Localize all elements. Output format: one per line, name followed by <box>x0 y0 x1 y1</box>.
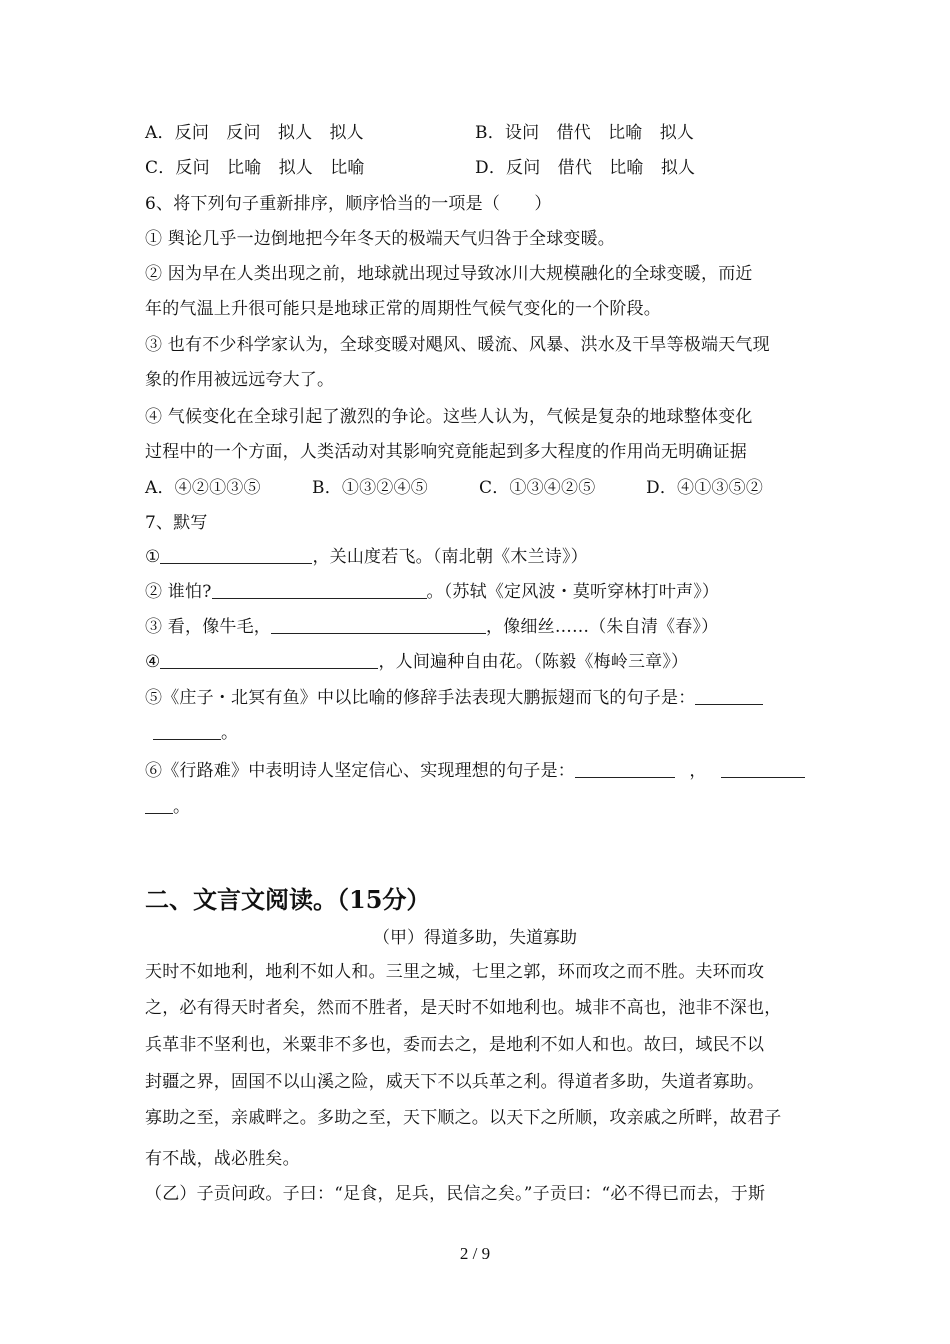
q6-sentence-2-line-1: ② 因为早在人类出现之前，地球就出现过导致冰川大规模融化的全球变暖，而近 <box>145 264 753 284</box>
q6-option-c: C．①③④②⑤ <box>479 478 596 498</box>
passage-line-5: 寡助之至，亲戚畔之。多助之至，天下顺之。以天下之所顺，攻亲戚之所畔，故君子 <box>145 1108 782 1128</box>
q7-item-1-blank[interactable] <box>160 547 312 564</box>
q6-options <box>145 477 810 499</box>
q7-item-6-blank-3[interactable] <box>145 797 173 814</box>
q7-item-1-number: ① <box>145 547 161 567</box>
page-number: 2 / 9 <box>459 1244 491 1263</box>
q6-sentence-4-line-2: 过程中的一个方面，人类活动对其影响究竟能起到多大程度的作用尚无明确证据 <box>145 442 747 462</box>
q6-option-b: B．①③②④⑤ <box>312 478 428 498</box>
q6-option-d: D．④①③⑤② <box>646 478 764 498</box>
q7-item-5-end: 。 <box>221 723 239 743</box>
passage-line-2: 之，必有得天时者矣，然而不胜者，是天时不如地利也。城非不高也，池非不深也， <box>145 998 782 1018</box>
q5-option-a: A．反问 反问 拟人 拟人 <box>145 123 364 143</box>
q7-item-4-text: ，人间遍种自由花。（陈毅《梅岭三章》） <box>378 652 689 672</box>
q6-sentence-2-line-2: 年的气温上升很可能只是地球正常的周期性气候气变化的一个阶段。 <box>145 299 661 319</box>
passage-line-7: （乙）子贡问政。子曰：“足食，足兵，民信之矣。”子贡曰：“必不得已而去，于斯 <box>145 1184 766 1204</box>
section-heading: 二、文言文阅读。（15分） <box>145 885 431 914</box>
q7-item-2 <box>145 581 810 603</box>
q6-sentence-1: ① 舆论几乎一边倒地把今年冬天的极端天气归咎于全球变暖。 <box>145 229 616 249</box>
q7-item-3 <box>145 616 810 638</box>
q7-item-3-blank[interactable] <box>271 617 486 634</box>
passage-line-6: 有不战，战必胜矣。 <box>145 1149 300 1169</box>
q7-prompt: 7、默写 <box>145 513 208 533</box>
q7-item-2-blank[interactable] <box>212 582 427 599</box>
q7-item-6-blank-1[interactable] <box>575 761 675 778</box>
q7-item-4-blank[interactable] <box>160 652 378 669</box>
q7-item-6-end: 。 <box>173 797 191 817</box>
q7-item-6-blank-2[interactable] <box>721 761 805 778</box>
q7-item-3-text-before: ③ 看，像牛毛， <box>145 617 272 637</box>
q6-option-a: A．④②①③⑤ <box>145 478 261 498</box>
q7-item-4-number: ④ <box>145 652 161 672</box>
q7-item-4 <box>145 651 810 673</box>
q7-item-5-blank-2[interactable] <box>153 723 221 740</box>
q7-item-6-text: ⑥《行路难》中表明诗人坚定信心、实现理想的句子是： <box>145 761 575 781</box>
q7-item-5-line-2 <box>145 722 810 744</box>
passage-line-1: 天时不如地利，地利不如人和。三里之城，七里之郭，环而攻之而不胜。夫环而攻 <box>145 962 765 982</box>
q6-sentence-3-line-2: 象的作用被远远夸大了。 <box>145 370 335 390</box>
q7-item-2-text-after: 。（苏轼《定风波・莫听穿林打叶声》） <box>426 582 720 602</box>
q7-item-5-blank-1[interactable] <box>695 688 763 705</box>
q7-item-1 <box>145 546 810 568</box>
q7-item-5-line-1 <box>145 687 810 709</box>
q7-item-2-text-before: ② 谁怕? <box>145 582 212 602</box>
q5-option-c: C．反问 比喻 拟人 比喻 <box>145 158 365 178</box>
passage-title: （甲）得道多助，失道寡助 <box>373 928 577 948</box>
q5-option-b: B．设问 借代 比喻 拟人 <box>475 123 695 143</box>
q6-sentence-4-line-1: ④ 气候变化在全球引起了激烈的争论。这些人认为，气候是复杂的地球整体变化 <box>145 407 753 427</box>
passage-line-3: 兵革非不坚利也，米粟非不多也，委而去之，是地利不如人和也。故曰，域民不以 <box>145 1035 765 1055</box>
passage-line-4: 封疆之界，固国不以山溪之险，威天下不以兵革之利。得道者多助，失道者寡助。 <box>145 1072 765 1092</box>
q5-options-row-2 <box>145 157 810 179</box>
q6-prompt: 6、将下列句子重新排序，顺序恰当的一项是（ ） <box>145 194 552 214</box>
q7-item-6-line-1 <box>145 760 810 782</box>
q7-item-6-separator: ， <box>689 761 707 781</box>
q7-item-1-text: ，关山度若飞。（南北朝《木兰诗》） <box>312 547 588 567</box>
q7-item-5-text: ⑤《庄子・北冥有鱼》中以比喻的修辞手法表现大鹏振翅而飞的句子是： <box>145 688 696 708</box>
q7-item-3-text-after: ，像细丝……（朱自清《春》） <box>486 617 719 637</box>
q5-option-d: D．反问 借代 比喻 拟人 <box>475 158 696 178</box>
q6-sentence-3-line-1: ③ 也有不少科学家认为，全球变暖对飓风、暖流、风暴、洪水及干旱等极端天气现 <box>145 335 770 355</box>
q7-item-6-line-2 <box>145 796 810 818</box>
q5-options-row-1 <box>145 122 810 144</box>
